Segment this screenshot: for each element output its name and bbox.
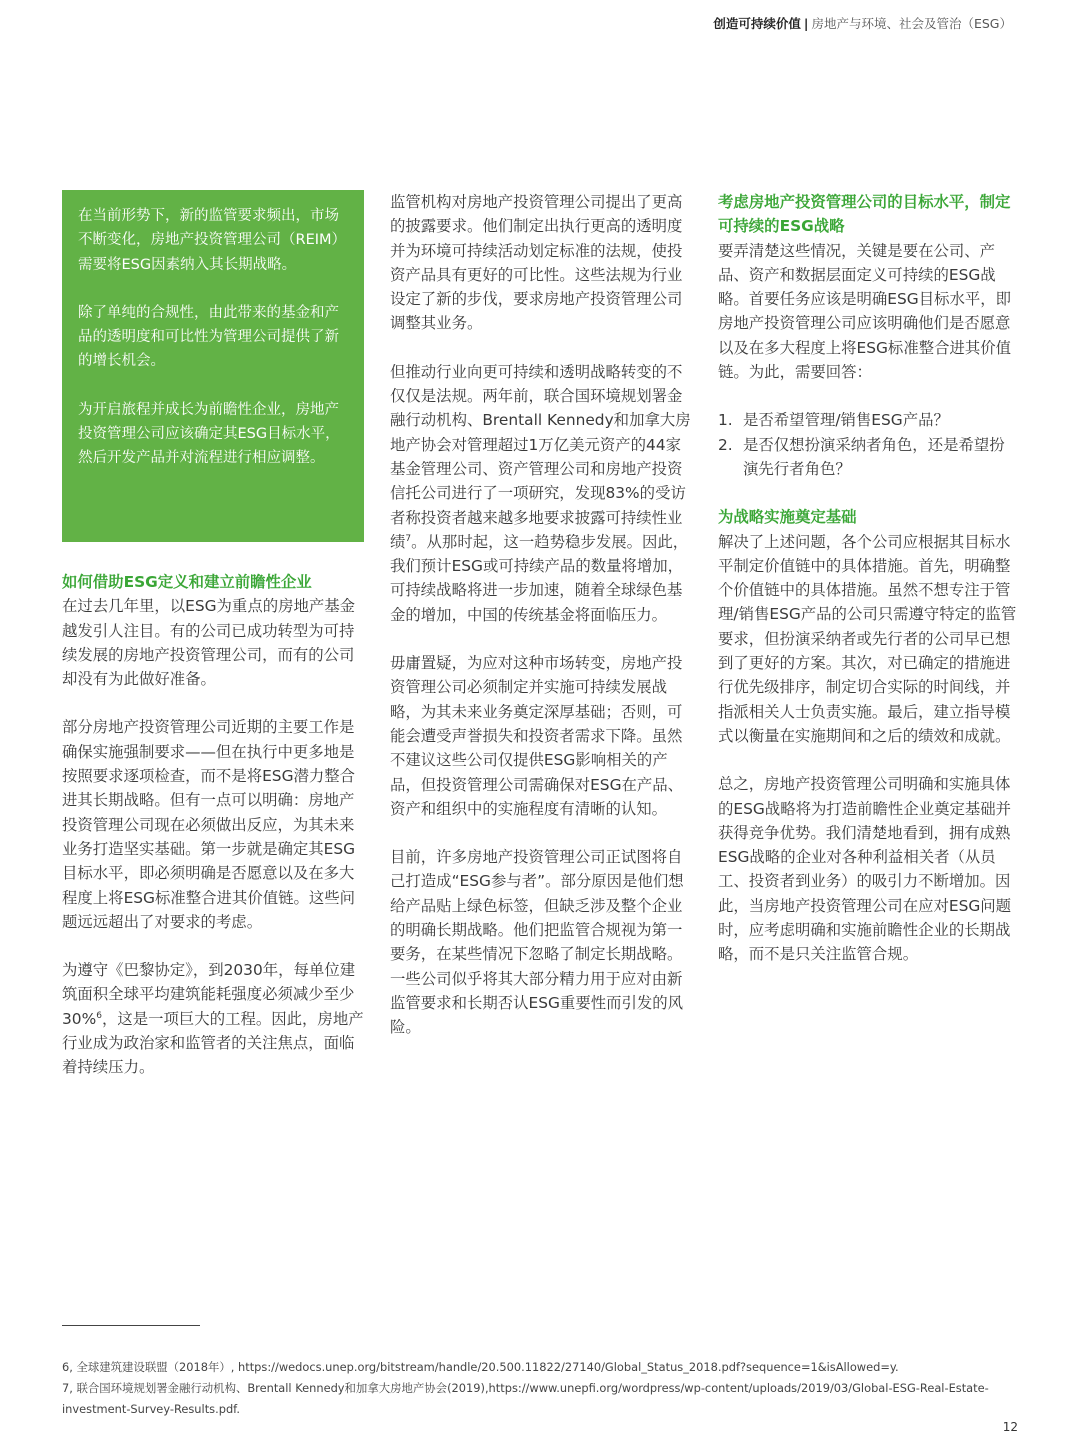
body-paragraph: 毋庸置疑，为应对这种市场转变，房地产投资管理公司必须制定并实施可持续发展战略，为其未来业务奠定深厚基础；否则，可能会遭受声誉损失和投资者需求下降。虽然不建议这些公司仅提供ESG影响相关的产品，但投资管理公司需确保对ESG在产品、资产和组织中的实施程度有清晰的认知。	[390, 654, 684, 818]
header-subtitle: 房地产与环境、社会及管治（ESG）	[811, 16, 1012, 31]
callout-paragraph: 在当前形势下，新的监管要求频出，市场不断变化，房地产投资管理公司（REIM）需要将ESG因素纳入其长期战略。	[78, 208, 347, 273]
paragraph-text: ，这是一项巨大的工程。因此，房地产行业成为政治家和监管者的关注焦点，面临着持续压力。	[62, 1009, 364, 1077]
running-header	[713, 14, 1012, 32]
list-item	[718, 408, 1020, 432]
body-paragraph: 解决了上述问题，各个公司应根据其目标水平制定价值链中的具体措施。首先，明确整个价值链中的具体措施。虽然不想专注于管理/销售ESG产品的公司只需遵守特定的监管要求，但扮演采纳者或先行者的公司早已想到了更好的方案。其次，对已确定的措施进行优先级排序，制定切合实际的时间线，并指派相关人士负责实施。最后，建立指导模式以衡量在实施期间和之后的绩效和成就。	[718, 532, 1017, 745]
body-paragraph: 部分房地产投资管理公司近期的主要工作是确保实施强制要求——但在执行中更多地是按照要求逐项检查，而不是将ESG潜力整合进其长期战略。但有一点可以明确：房地产投资管理公司现在必须做出反应，为其未来业务打造坚实基础。第一步就是确定其ESG目标水平，即必须明确是否愿意以及在多大程度上将ESG标准整合进其价值链。这些问题远远超出了对要求的考虑。	[62, 718, 356, 931]
body-paragraph: 监管机构对房地产投资管理公司提出了更高的披露要求。他们制定出执行更高的透明度并为环境可持续活动划定标准的法规，使投资产品具有更好的可比性。这些法规为行业设定了新的步伐，要求房地产投资管理公司调整其业务。	[390, 193, 683, 333]
callout-paragraph: 为开启旅程并成长为前瞻性企业，房地产投资管理公司应该确定其ESG目标水平，然后开发产品并对流程进行相应调整。	[78, 401, 340, 467]
callout-box	[62, 190, 364, 542]
callout-paragraph: 除了单纯的合规性，由此带来的基金和产品的透明度和可比性为管理公司提供了新的增长机会。	[78, 304, 339, 370]
header-title: 创造可持续价值	[713, 16, 801, 31]
body-paragraph: 要弄清楚这些情况，关键是要在公司、产品、资产和数据层面定义可持续的ESG战略。首要任务应该是明确ESG目标水平，即房地产投资管理公司应该明确他们是否愿意以及在多大程度上将ESG标准整合进其价值链。为此，需要回答：	[718, 241, 1012, 382]
footnote-ref-7[interactable]: 7	[405, 533, 412, 544]
footnotes	[62, 1357, 1012, 1420]
list-item	[718, 433, 1020, 482]
body-paragraph	[62, 958, 364, 1079]
footnote-ref-6[interactable]: 6	[96, 1010, 102, 1021]
list-item-text: 是否希望管理/销售ESG产品？	[743, 411, 949, 430]
question-list	[718, 408, 1020, 481]
body-paragraph: 在过去几年里，以ESG为重点的房地产基金越发引人注目。有的公司已成功转型为可持续发展的房地产投资管理公司，而有的公司却没有为此做好准备。	[62, 597, 356, 689]
footnote-divider	[62, 1325, 200, 1326]
list-number: 2.	[718, 435, 733, 454]
paragraph-text: 但推动行业向更可持续和透明战略转变的不仅仅是法规。两年前，联合国环境规划署金融行动机构、Brentall Kennedy和加拿大房地产协会对管理超过1万亿美元资产的44家基金管理公司、资产管理公司和房地产投资信托公司进行了一项研究，发现83%的受访者称投资者越来越多地要求披露可持续性业绩	[390, 362, 691, 551]
header-separator: |	[803, 16, 809, 31]
paragraph-text: 。从那时起，这一趋势稳步发展。因此，我们预计ESG或可持续产品的数量将增加，可持续战略将进一步加速，随着全球绿色基金的增加，中国的传统基金将面临压力。	[390, 532, 689, 624]
section-heading-esg-definition: 如何借助ESG定义和建立前瞻性企业	[62, 573, 312, 591]
column-middle	[390, 190, 692, 1064]
list-number: 1.	[718, 411, 733, 430]
footnote-7: 7, 联合国环境规划署金融行动机构、Brentall Kennedy和加拿大房地产协会(2019),https://www.unepfi.org/wordpress/wp-content/uploads/2019/03/Global-ESG-Real-Estate-investment-Survey-Results.pdf.	[62, 1381, 989, 1416]
list-item-text: 是否仅想扮演采纳者角色，还是希望扮演先行者角色？	[743, 435, 1005, 478]
footnote-6: 6, 全球建筑建设联盟（2018年）, https://wedocs.unep.org/bitstream/handle/20.500.11822/27140/Global_Status_2018.pdf?sequence=1&isAllowed=y.	[62, 1360, 899, 1374]
section-heading-strategy-foundation: 为战略实施奠定基础	[718, 508, 857, 527]
column-right	[718, 190, 1020, 991]
section-heading-target-level: 考虑房地产投资管理公司的目标水平，制定可持续的ESG战略	[718, 193, 1011, 236]
body-paragraph	[390, 360, 692, 627]
page-number: 12	[1002, 1420, 1018, 1434]
paragraph-text: 为遵守《巴黎协定》，到2030年，每单位建筑面积全球平均建筑能耗强度必须减少至少30%	[62, 961, 356, 1028]
column-left	[62, 190, 364, 1104]
body-paragraph: 总之，房地产投资管理公司明确和实施具体的ESG战略将为打造前瞻性企业奠定基础并获得竞争优势。我们清楚地看到，拥有成熟ESG战略的企业对各种利益相关者（从员工、投资者到业务）的吸引力不断增加。因此，当房地产投资管理公司在应对ESG问题时，应考虑明确和实施前瞻性企业的长期战略，而不是只关注监管合规。	[718, 775, 1012, 964]
body-paragraph: 目前，许多房地产投资管理公司正试图将自己打造成“ESG参与者”。部分原因是他们想给产品贴上绿色标签，但缺乏涉及整个企业的明确长期战略。他们把监管合规视为第一要务，在某些情况下忽略了制定长期战略。一些公司似乎将其大部分精力用于应对由新监管要求和长期否认ESG重要性而引发的风险。	[390, 848, 684, 1037]
